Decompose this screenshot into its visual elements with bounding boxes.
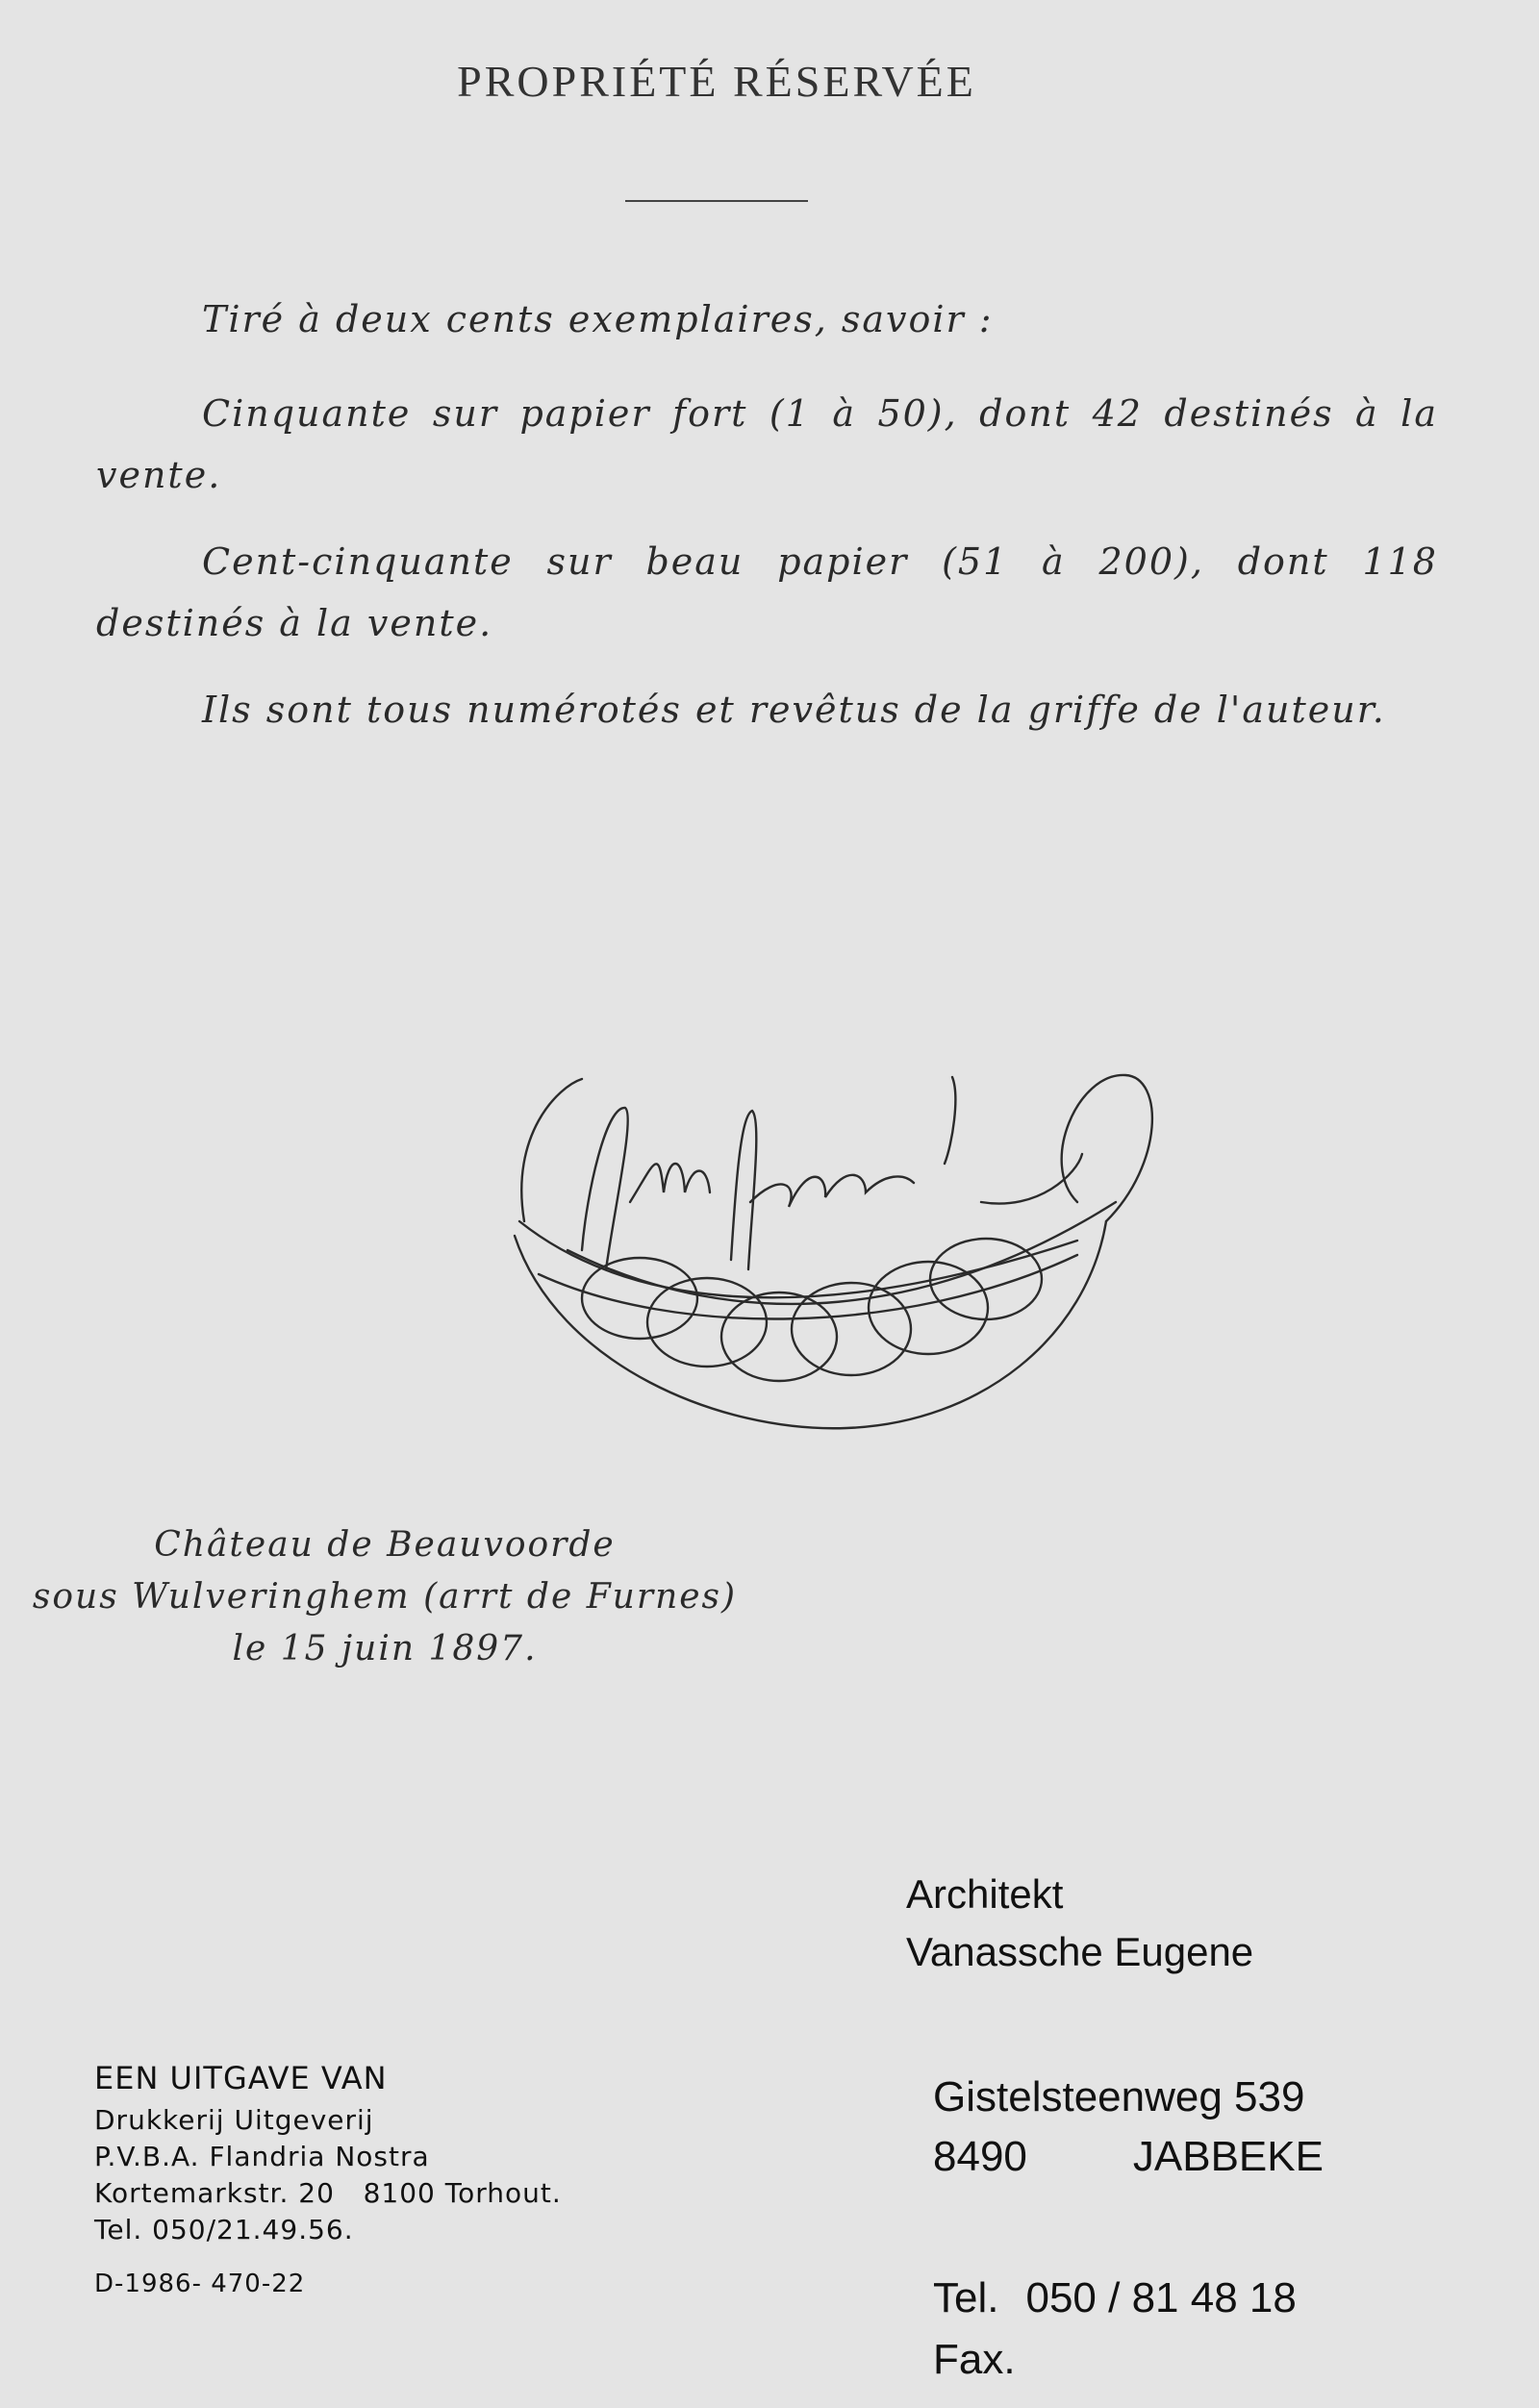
edition-line-strong-paper: Cinquante sur papier fort (1 à 50), dont 42 destinés à la vente. (96, 392, 1438, 496)
stamp-fax-label: Fax. (933, 2336, 1016, 2383)
author-signature (500, 1048, 1173, 1452)
stamp-tel-line (933, 2268, 1297, 2329)
publisher-line: Tel. 050/21.49.56. (94, 2214, 354, 2245)
stamp-contact (933, 2268, 1297, 2391)
divider-rule (625, 200, 808, 202)
stamp-address (933, 2068, 1324, 2187)
place-date-block (19, 1519, 750, 1675)
place-line-district: sous Wulveringhem (arrt de Furnes) (32, 1577, 738, 1617)
publisher-block (94, 2060, 562, 2298)
page-heading: PROPRIÉTÉ RÉSERVÉE (457, 57, 976, 106)
stamp-city-line (933, 2127, 1324, 2187)
place-line-date: le 15 juin 1897. (232, 1629, 538, 1668)
architect-stamp (906, 1866, 1253, 1981)
publisher-heading: EEN UITGAVE VAN (94, 2060, 388, 2096)
place-line-chateau: Château de Beauvoorde (154, 1525, 616, 1565)
edition-line-numbered: Ils sont tous numérotés et revêtus de la griffe de l'auteur. (202, 689, 1386, 731)
deposit-number: D-1986- 470-22 (94, 2270, 306, 2298)
stamp-name: Vanassche Eugene (906, 1929, 1254, 1974)
stamp-street: Gistelsteenweg 539 (933, 2073, 1305, 2120)
publisher-line: Kortemarkstr. 20 8100 Torhout. (94, 2177, 562, 2209)
stamp-title: Architekt (906, 1871, 1064, 1917)
edition-line-fine-paper: Cent-cinquante sur beau papier (51 à 200), dont 118 destinés à la vente. (96, 540, 1438, 644)
stamp-postcode: 8490 (933, 2133, 1027, 2180)
edition-intro: Tiré à deux cents exemplaires, savoir : (202, 298, 994, 340)
stamp-city: JABBEKE (1132, 2133, 1324, 2180)
stamp-tel-label: Tel. (933, 2274, 999, 2321)
stamp-tel: 050 / 81 48 18 (1025, 2274, 1297, 2321)
publisher-line: Drukkerij Uitgeverij (94, 2104, 374, 2136)
publisher-line: P.V.B.A. Flandria Nostra (94, 2141, 430, 2172)
